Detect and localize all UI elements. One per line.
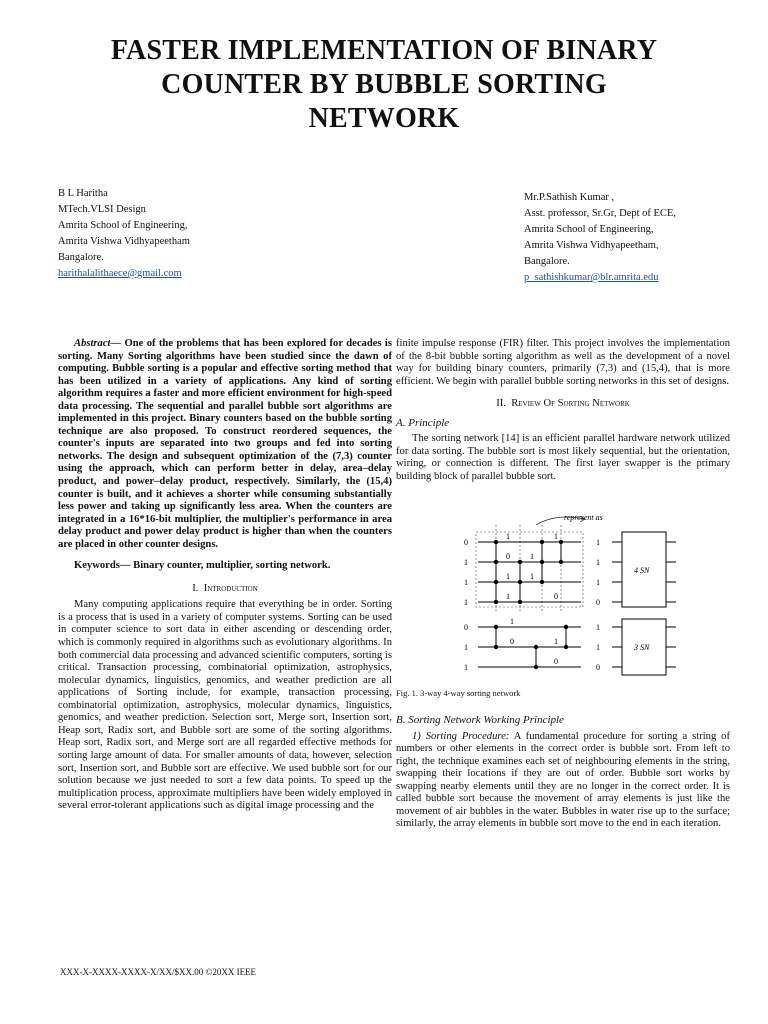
- right-column: [396, 338, 730, 831]
- wire-value: 1: [554, 532, 558, 542]
- continued-text: finite impulse response (FIR) filter. This project involves the implementation of the 8-bit bubble sorting algorithm as well as the development of a novel way for building binary counters, primarily (7,3) and (15,4), that is more efficient. We begin with parallel bubble sorting networks in this set of designs.: [396, 338, 730, 387]
- section-number: II.: [496, 398, 506, 410]
- procedure-label: 1) Sorting Procedure:: [412, 730, 510, 742]
- section-title: Introduction: [203, 582, 258, 594]
- subsection-principle: A. Principle: [396, 416, 450, 429]
- author-block-left: [58, 186, 190, 282]
- title-line: COUNTER BY BUBBLE SORTING: [161, 69, 607, 100]
- title-line: FASTER IMPLEMENTATION OF BINARY: [110, 35, 658, 66]
- author-line: Amrita Vishwa Vidhyapeetham: [58, 236, 190, 247]
- wire-value: 1: [530, 572, 534, 582]
- box2-label: 3 SN: [634, 643, 650, 653]
- figure-caption: Fig. 1. 3-way 4-way sorting network: [396, 688, 521, 699]
- output-label: 1: [596, 558, 600, 568]
- wire-value: 1: [506, 592, 510, 602]
- author-line: Amrita Vishwa Vidhyapeetham,: [524, 240, 659, 251]
- subsection-working-principle: B. Sorting Network Working Principle: [396, 714, 564, 727]
- abstract: [58, 338, 392, 551]
- author-line: Asst. professor, Sr.Gr, Dept of ECE,: [524, 208, 676, 219]
- author-line: Bangalore.: [524, 256, 570, 267]
- sorting-network-figure: [396, 497, 730, 677]
- wire-value: 1: [530, 552, 534, 562]
- output-label: 1: [596, 623, 600, 633]
- author-line: Amrita School of Engineering,: [524, 224, 654, 235]
- title-line: NETWORK: [308, 103, 460, 134]
- abstract-label: Abstract—: [74, 338, 122, 349]
- represent-as-label: represent as: [564, 513, 603, 523]
- section-heading-review: [396, 398, 730, 411]
- author-line: B L Haritha: [58, 188, 108, 199]
- section-title: Review Of Sorting Network: [511, 398, 630, 410]
- output-label: 0: [596, 598, 600, 608]
- keywords: Keywords— Binary counter, multiplier, sorting network.: [74, 560, 331, 572]
- author-line: Bangalore.: [58, 252, 104, 263]
- output-label: 1: [596, 578, 600, 588]
- dashed-frame: [476, 532, 583, 607]
- input-label: 1: [464, 598, 468, 608]
- wire-value: 0: [554, 592, 558, 602]
- author-email-link[interactable]: p_sathishkumar@blr.amrita.edu: [524, 272, 659, 283]
- output-label: 1: [596, 538, 600, 548]
- input-label: 0: [464, 623, 468, 633]
- principle-text: The sorting network [14] is an efficient parallel hardware network utilized for data sorting. The bubble sort is most likely sequential, but the orientation, wiring, or connection is different. The first layer swapper is the primary building block of parallel bubble sort.: [396, 433, 730, 482]
- wire-value: 0: [554, 657, 558, 667]
- input-label: 1: [464, 558, 468, 568]
- author-block-right: [524, 190, 676, 286]
- procedure-body: A fundamental procedure for sorting a string of numbers or other elements in the correct order is bubble sort. From left to right, the technique examines each set of neighbouring elements in the string, swapping their locations if they are out of order. Bubble sort works by swapping nearby elements until they are no longer in the correct order. It is called bubble sort because the movement of array elements is just like the movement of air bubbles in the water. Bubbles in water rise up to the surface; similarly, the array elements in bubble sort move to the end in each iteration.: [396, 730, 730, 830]
- copyright-footer: XXX-X-XXXX-XXXX-X/XX/$XX.00 ©20XX IEEE: [60, 967, 257, 977]
- section-heading-introduction: [58, 583, 392, 596]
- box1-label: 4 SN: [634, 566, 650, 576]
- input-label: 1: [464, 643, 468, 653]
- procedure-text: [396, 731, 730, 831]
- wire-value: 1: [510, 617, 514, 627]
- input-label: 1: [464, 663, 468, 673]
- author-line: Mr.P.Sathish Kumar ,: [524, 192, 615, 203]
- wire-value: 1: [506, 572, 510, 582]
- section-number: I.: [192, 582, 199, 594]
- paper-title: [40, 34, 728, 136]
- input-label: 1: [464, 578, 468, 588]
- wire-value: 1: [554, 637, 558, 647]
- output-label: 0: [596, 663, 600, 673]
- author-email-link[interactable]: harithalalithaece@gmail.com: [58, 268, 182, 279]
- abstract-text: One of the problems that has been explored for decades is sorting. Many Sorting algorithms have been studied since the dawn of computing. Bubble sorting is a popular and effective sorting method that has been utilized in a variety of applications. Any kind of sorting algorithm requires a faster and more efficient environment for high-speed data processing. The sequential and parallel bubble sort algorithms are implemented in this project. Binary counters based on the bubble sorting technique are also proposed. To construct reordered sequences, the counter's inputs are separated into two groups and fed into sorting networks. The design and subsequent optimization of the (7,3) counter using the approach, which can perform better in delay, area–delay product, and power–delay product, respectively. Similarly, the (15,4) counter is built, and it achieves a shorter while consuming substantially less power and taking up significantly less area. When the counters are integrated in a 16*16-bit multiplier, the multiplier's performance in area delay product and power delay product is higher than when the counters are placed in other counter designs.: [58, 338, 392, 550]
- input-label: 0: [464, 538, 468, 548]
- introduction-text: Many computing applications require that everything be in order. Sorting is a process that is used in a variety of computer systems. Sorting can be used in computer science to sort data in either ascending or descending order, which is commonly required in algorithms such as evolutionary algorithms. In both commercial data processing and advanced scientific computers, sorting is critical. Transaction processing, combinatorial optimization, astrophysics, molecular dynamics, linguistics, genomics, and weather prediction are all applications of Sorting include, for example, transaction processing, combinatorial optimization, astrophysics, molecular dynamics, linguistics, genomics, and weather prediction. Selection sort, Merge sort, Insertion sort, Heap sort, Radix sort, and Bubble sort are some of the sorting algorithms. Heap sort, Radix sort, and Merge sort are all regarded effective methods for sorting large amount of data. For smaller amounts of data, however, selection sort, Insertion sort, and Bubble sort are effective. We used bubble sort for our solution because we just needed to sort a few data points. To speed up the multiplication process, approximate multipliers have been widely employed in several error-tolerant applications such as digital image processing and the: [58, 599, 392, 812]
- output-label: 1: [596, 643, 600, 653]
- author-line: MTech.VLSI Design: [58, 204, 146, 215]
- wire-value: 0: [510, 637, 514, 647]
- left-column: [58, 338, 392, 813]
- wire-value: 0: [506, 552, 510, 562]
- top-network-nodes: [494, 540, 563, 604]
- wire-value: 1: [506, 532, 510, 542]
- author-line: Amrita School of Engineering,: [58, 220, 188, 231]
